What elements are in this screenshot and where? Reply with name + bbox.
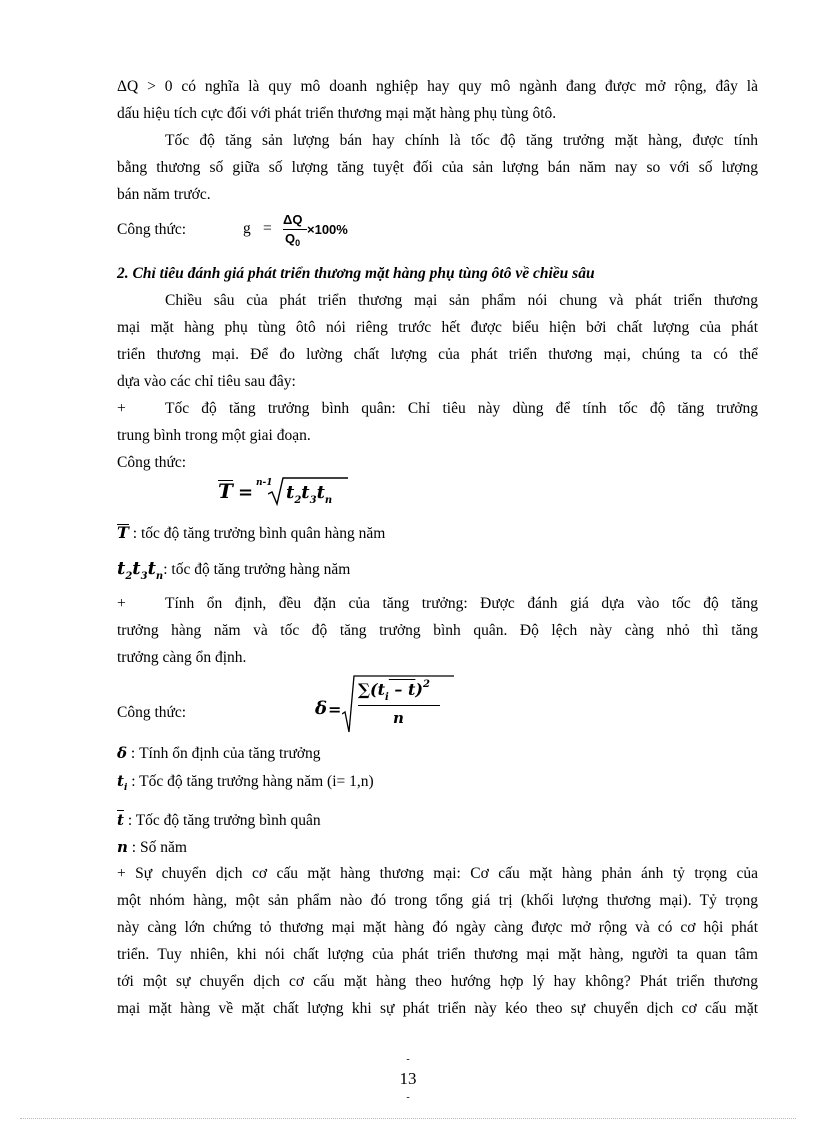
paragraph-line: này càng lớn chứng tỏ thương mại mặt hàng đó ngày càng được mở rộng và có cơ hội phát [117,919,758,936]
definition-line [117,524,385,544]
paragraph-line: Chiều sâu của phát triển thương mại sản phẩm nói chung và phát triển thương [165,292,758,309]
page-bottom-rule [20,1118,796,1119]
average-growth-formula [218,474,368,508]
formula-label: Công thức: [117,454,187,471]
paragraph-line: mại mặt hàng về mặt chất lượng khi sự phát triển này kéo theo sự chuyển dịch cơ cấu mặt [117,1000,758,1017]
symbol-tbar: $\overline{t}$ [117,811,124,829]
formula-var-delta: δ [315,698,328,719]
definition-line [117,837,187,858]
definition-line [117,771,374,794]
growth-rate-formula [243,212,383,248]
formula-equals: = [238,482,254,503]
formula-numerator: ΔQ [283,212,303,227]
definition-text: : Tính ổn định của tăng trưởng [130,745,321,762]
stability-formula [315,672,455,734]
paragraph-line: bằng thương số giữa số lượng tăng tuyệt đối của sản lượng bán năm nay so với số lượng [117,159,758,176]
definition-text: : tốc độ tăng trưởng bình quân hàng năm [132,525,386,542]
footer-dash-bottom: - [406,1092,410,1103]
paragraph-line: tới một sự chuyển dịch cơ cấu mặt hàng theo hướng hợp lý hay không? Phát triển thương [117,973,758,990]
fraction-bar [283,229,307,230]
paragraph-line: một nhóm hàng, một sản phẩm nào đó trong tổng giá trị (khối lượng thương mại). Tỷ trọng [117,892,758,909]
bullet-plus: + [117,595,126,612]
definition-line [117,559,350,582]
root-index: n-1 [256,478,273,488]
definition-line [117,743,321,764]
formula-equals: = [263,220,272,237]
formula-equals: = [328,700,342,719]
formula-label: Công thức: [117,221,187,238]
paragraph-line: dấu hiệu tích cực đối với phát triển thương mại mặt hàng phụ tùng ôtô. [117,105,557,122]
paragraph-line: dựa vào các chỉ tiêu sau đây: [117,373,296,390]
paragraph-line: triển thương mại. Để đo lường chất lượng của phát triển thương mại, chúng ta có thể [117,346,758,363]
section-heading: 2. Chỉ tiêu đánh giá phát triển thương mặt hàng phụ tùng ôtô về chiều sâu [117,265,595,282]
paragraph-line: + Sự chuyển dịch cơ cấu mặt hàng thương mại: Cơ cấu mặt hàng phản ánh tỷ trọng của [117,865,758,882]
formula-var-g: g [243,220,251,237]
paragraph-line: Tốc độ tăng sản lượng bán hay chính là tốc độ tăng trưởng mặt hàng, được tính [165,132,758,149]
definition-text: : tốc độ tăng trưởng hàng năm [163,561,351,578]
definition-text: : Số năm [131,839,187,856]
formula-label: Công thức: [117,704,187,721]
paragraph-line: mại mặt hàng phụ tùng ôtô nói riêng trước hết được biểu hiện bởi chất lượng của phát [117,319,758,336]
symbol-n: n [117,838,128,856]
formula-numerator: $\sum(t_i - t)^2$ [358,679,430,703]
paragraph-line: ΔQ > 0 có nghĩa là quy mô doanh nghiệp hay quy mô ngành đang được mở rộng, đây là [117,78,758,95]
bullet-text: Tốc độ tăng trưởng bình quân: Chỉ tiêu này dùng để tính tốc độ tăng trưởng [165,400,758,417]
definition-line [117,810,321,831]
symbol-ti: $t_i$ [117,772,128,793]
symbol-t-series: $t_2t_3t_n$ [117,558,164,582]
paragraph-line: trưởng hàng năm và tốc độ tăng trưởng bình quân. Độ lệch này càng nhỏ thì tăng [117,622,758,639]
paragraph-line: trưởng càng ổn định. [117,649,247,666]
paragraph-line: bán năm trước. [117,186,211,203]
bullet-plus: + [117,400,126,417]
formula-denominator: n [393,709,404,727]
paragraph-line: triển. Tuy nhiên, khi nói chất lượng của phát triển thương mại mặt hàng, người ta quan tâm [117,946,758,963]
definition-text: : Tốc độ tăng trưởng bình quân [127,812,321,829]
page-number: 13 [399,1069,417,1088]
formula-var-T: T [218,479,233,503]
fraction-bar [358,705,440,706]
footer-dash-top: - [406,1054,410,1065]
bullet-text: Tính ổn định, đều đặn của tăng trưởng: Được đánh giá dựa vào tốc độ tăng [165,595,758,612]
radicand: $t_2t_3t_n$ [286,482,333,506]
symbol-delta: δ [117,744,128,762]
paragraph-line: trung bình trong một giai đoạn. [117,427,311,444]
formula-denominator: $Q_0$ [285,231,301,248]
symbol-T: T [117,523,129,542]
formula-times-100: ×100% [307,222,348,237]
definition-text: : Tốc độ tăng trưởng hàng năm (i= 1,n) [131,773,374,790]
